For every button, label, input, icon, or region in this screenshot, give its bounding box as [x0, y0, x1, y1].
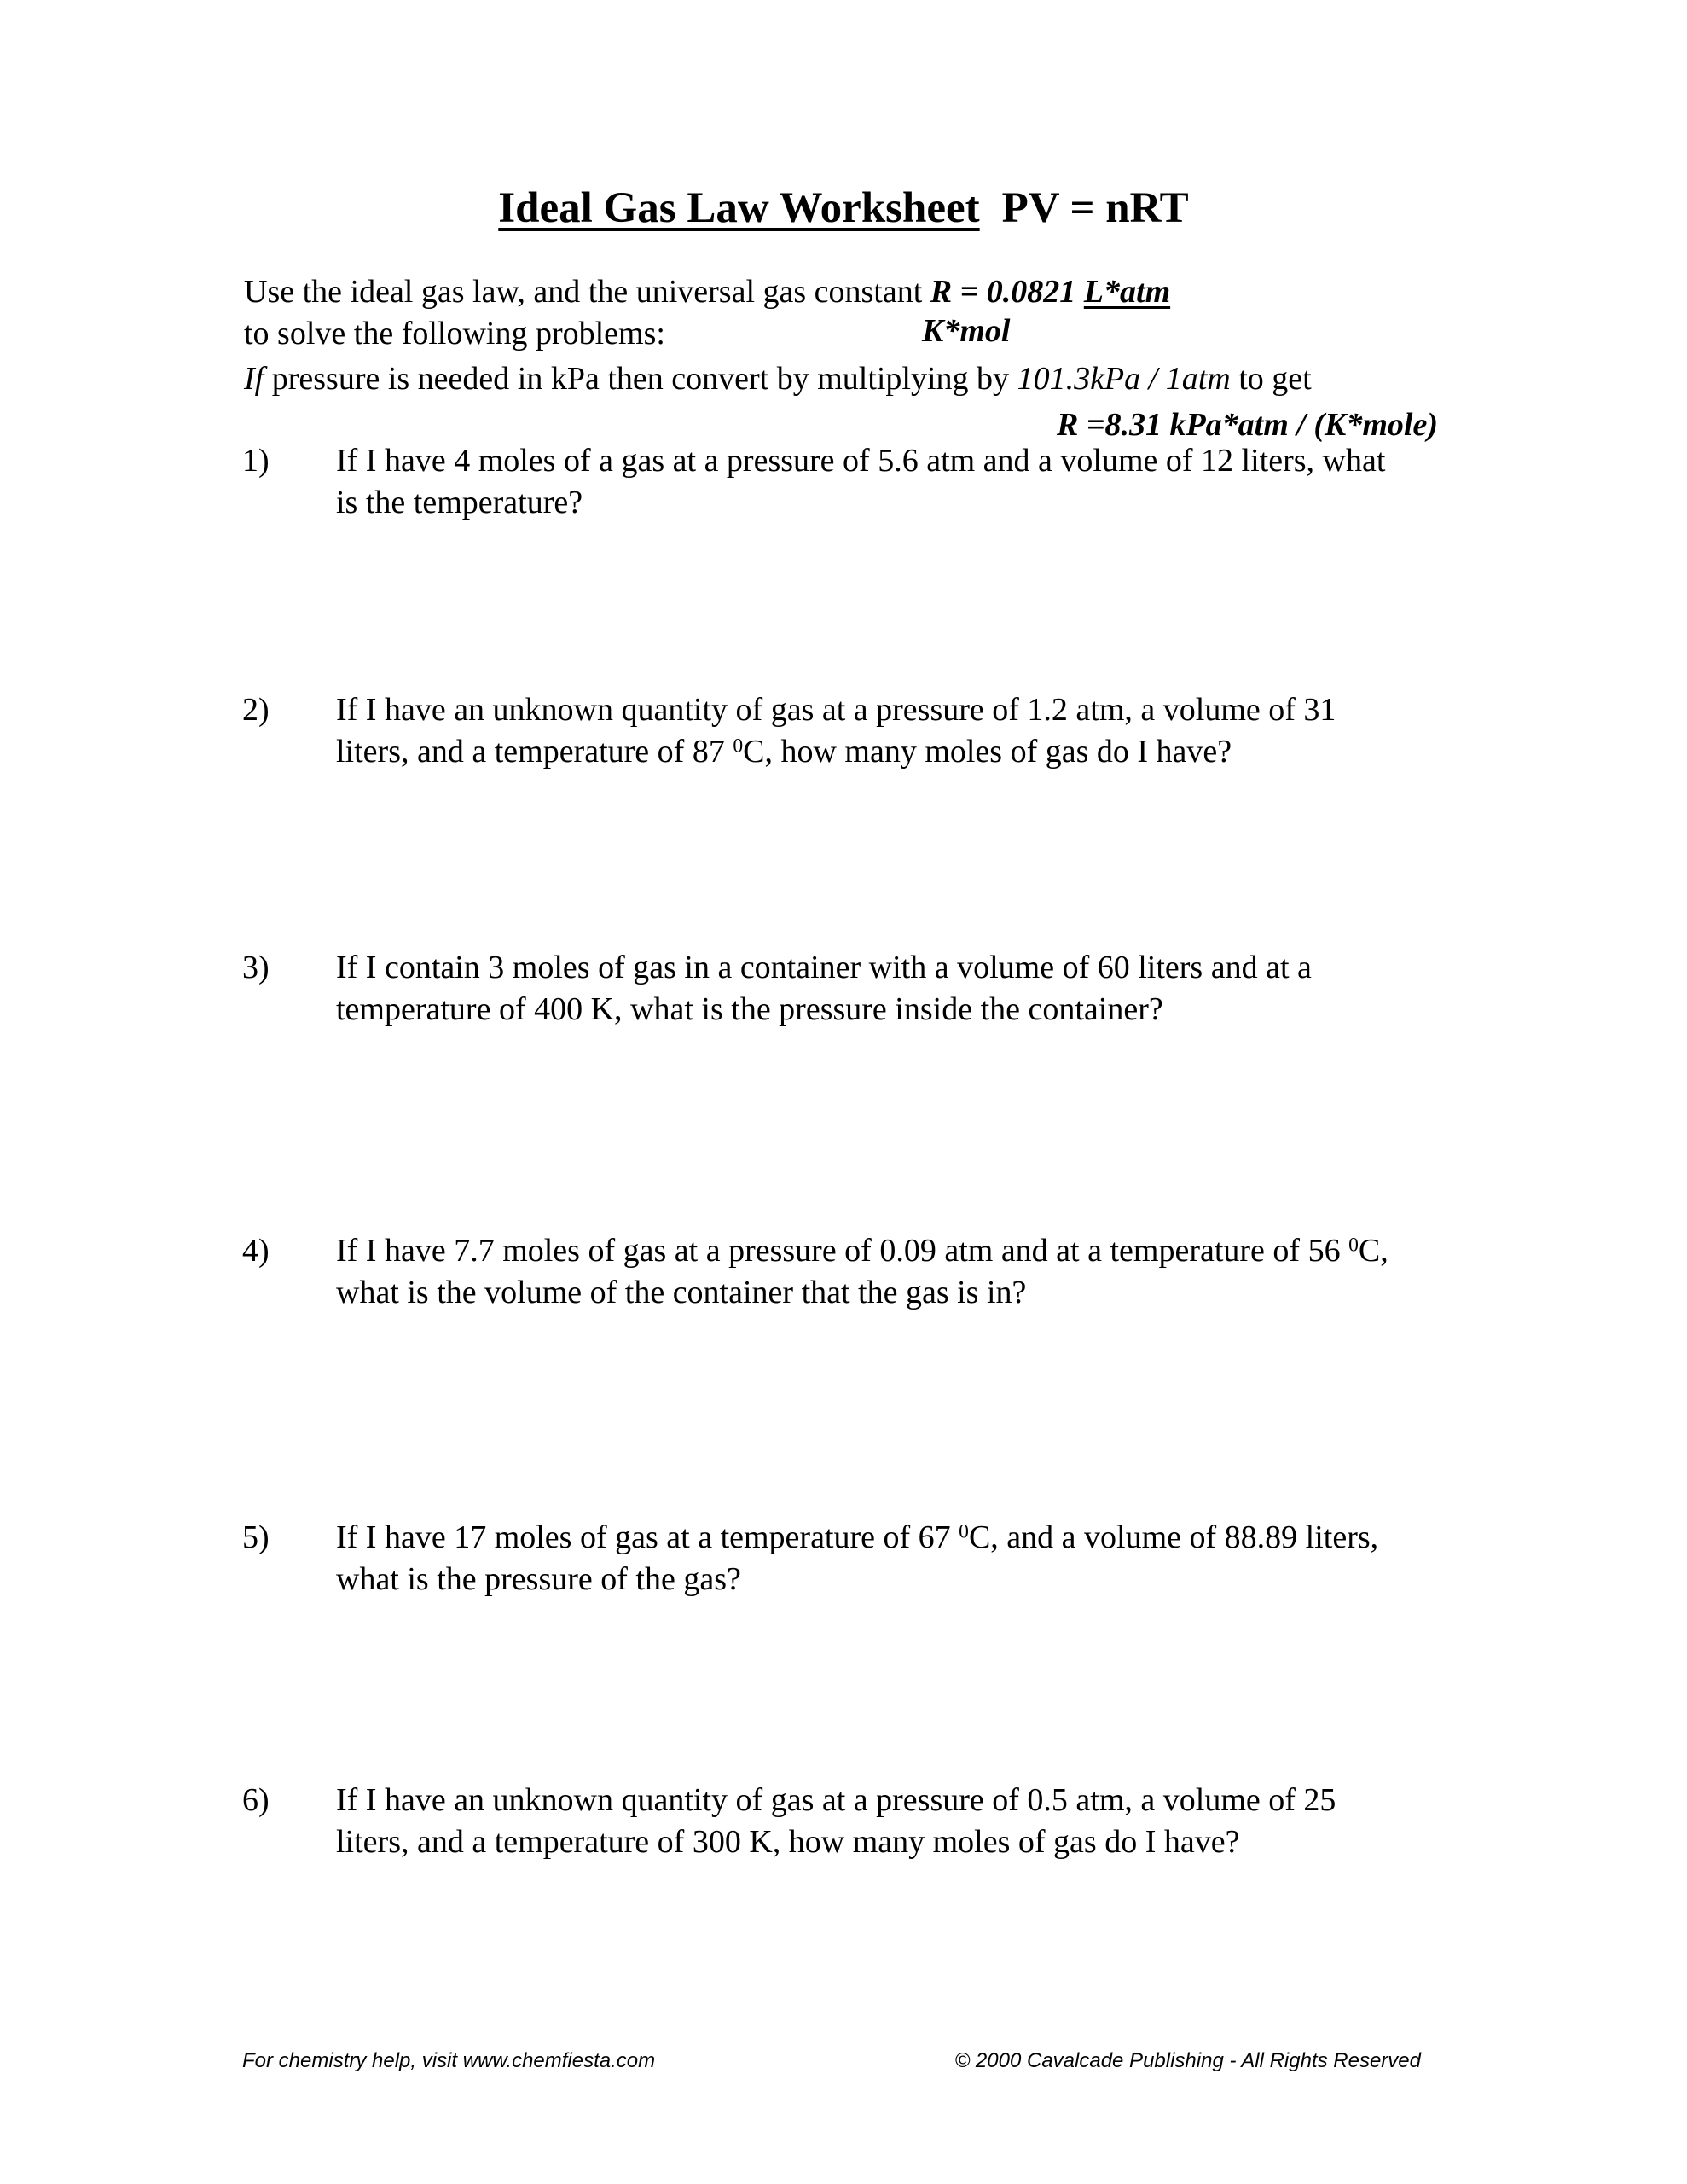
gas-constant-numerator: L*atm — [1083, 274, 1171, 310]
problem-item-2 — [242, 689, 1402, 772]
intro-line-3-a: pressure is needed in kPa then convert by multiplying by — [264, 360, 1017, 397]
problem-number: 2) — [242, 692, 270, 728]
kpa-conversion-factor: 101.3kPa / 1atm — [1017, 360, 1231, 397]
problem-item-5 — [242, 1517, 1402, 1600]
degree-superscript: 0 — [733, 735, 744, 758]
problem-text — [336, 1517, 1402, 1600]
problem-text-part-b: C, what is the volume of the container that the gas is in? — [336, 1233, 1388, 1310]
intro-if-word: If — [244, 360, 264, 397]
problem-text — [336, 689, 1402, 772]
gas-constant-kpa: R =8.31 kPa*atm / (K*mole) — [1056, 407, 1438, 444]
page-title-main: Ideal Gas Law Worksheet — [498, 184, 980, 232]
problem-item-4 — [242, 1230, 1402, 1313]
problem-text — [336, 947, 1402, 1030]
intro-line-1-prefix: Use the ideal gas law, and the universal gas constant — [244, 274, 930, 310]
gas-constant-denominator: K*mol — [922, 313, 1011, 349]
problem-text — [336, 1230, 1402, 1313]
intro-line-3-b: to get — [1230, 360, 1312, 397]
intro-line-2-text: to solve the following problems: — [244, 315, 665, 351]
problem-text-part-a: If I have an unknown quantity of gas at a pressure of 0.5 atm, a volume of 25 liters, and a temperature of 300 K, how many moles of gas do I have? — [336, 1782, 1336, 1860]
problem-item-3 — [242, 947, 1402, 1030]
intro-line-3 — [244, 358, 1438, 400]
problem-text-part-b: C, and a volume of 88.89 liters, what is the pressure of the gas? — [336, 1519, 1379, 1597]
degree-superscript: 0 — [1348, 1234, 1359, 1257]
problem-text — [336, 1780, 1402, 1862]
footer-copyright: © 2000 Cavalcade Publishing - All Rights Reserved — [954, 2049, 1421, 2072]
problem-text-part-b: C, how many moles of gas do I have? — [743, 733, 1232, 770]
gas-constant-value: R = 0.0821 — [930, 274, 1076, 310]
problem-text-part-a: If I have 7.7 moles of gas at a pressure of 0.09 atm and at a temperature of 56 — [336, 1233, 1349, 1269]
intro-block — [244, 271, 1438, 446]
problem-number: 3) — [242, 950, 270, 985]
page-title-formula: PV = nRT — [1001, 184, 1189, 232]
page-title — [0, 184, 1687, 233]
footer-help-text: For chemistry help, visit www.chemfiesta.com — [242, 2049, 656, 2072]
problem-item-6 — [242, 1780, 1402, 1862]
problem-text-part-a: If I contain 3 moles of gas in a container with a volume of 60 liters and at a temperature of 400 K, what is the pressure inside the container? — [336, 950, 1312, 1027]
problem-number: 1) — [242, 443, 270, 479]
problem-text — [336, 440, 1402, 523]
intro-line-2 — [244, 313, 1438, 355]
problem-number: 4) — [242, 1233, 270, 1269]
page-footer — [242, 2049, 1436, 2073]
problem-text-part-a: If I have an unknown quantity of gas at a pressure of 1.2 atm, a volume of 31 liters, and a temperature of 87 — [336, 692, 1336, 770]
problem-item-1 — [242, 440, 1402, 523]
problem-number: 6) — [242, 1782, 270, 1818]
problem-text-part-a: If I have 17 moles of gas at a temperature of 67 — [336, 1519, 959, 1555]
problem-text-part-a: If I have 4 moles of a gas at a pressure of 5.6 atm and a volume of 12 liters, what is the temperature? — [336, 443, 1386, 520]
degree-superscript: 0 — [959, 1520, 969, 1543]
problem-number: 5) — [242, 1519, 270, 1555]
